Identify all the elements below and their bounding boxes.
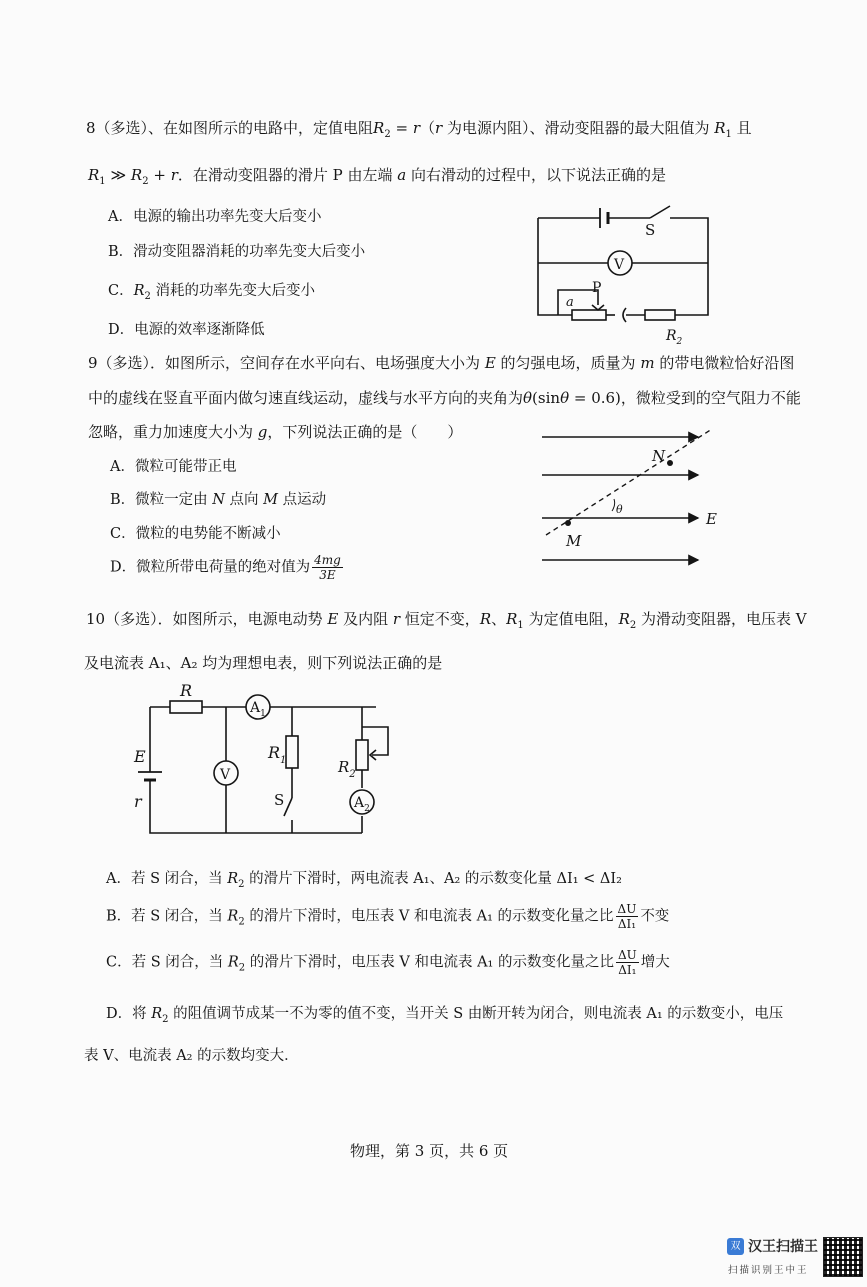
q9-theta-label: θ	[616, 503, 623, 516]
q8-r2-label: $R_2$	[666, 328, 683, 347]
q8-option-d: D．电源的效率逐渐降低	[108, 322, 265, 338]
q10-option-b: B．若 S 闭合，当 $R_2$ 的滑片下滑时，电压表 V 和电流表 A₁ 的示数变化量之比 $\frac{\Delta U}{\text{ΔI₁}}$ 不变	[106, 902, 670, 931]
q10-option-c: C．若 S 闭合，当 $R_2$ 的滑片下滑时，电压表 V 和电流表 A₁ 的示数变化量之比 $\frac{\Delta U}{\text{ΔI₁}}$ 增大	[106, 948, 670, 977]
q10-stem-line1: 10（多选）．如图所示，电源电动势 E 及内阻 r 恒定不变，R、$R_1$ 为定值电阻，$R_2$ 为滑动变阻器，电压表 V	[86, 610, 807, 631]
q10-r1-label: $R_1$	[268, 743, 287, 766]
q8-point-a-label: a	[566, 295, 574, 310]
qr-code-icon	[823, 1237, 863, 1277]
q8-stem-line1: 8（多选）、在如图所示的电路中，定值电阻$R_2 = r(r$ 为电源内阻）、滑动变阻器的最大阻值为 $R_1$ 且	[86, 119, 752, 140]
q9-e-label: E	[706, 510, 717, 528]
watermark-subtitle: 扫描识别王中王	[728, 1265, 809, 1276]
q8-voltmeter-label: V	[614, 257, 625, 273]
q10-circuit-diagram	[130, 680, 400, 845]
q8-slider-p-label: P	[592, 280, 602, 296]
q9-n-label: N	[652, 447, 666, 465]
q10-a1-label: $A_1$	[250, 700, 266, 719]
q8-stem-line2: $R_1$ ≫ $R_2 + r$．在滑动变阻器的滑片 P 由左端 a 向右滑动的过程中，以下说法正确的是	[88, 166, 667, 187]
q9-stem-line1: 9（多选）．如图所示，空间存在水平向右、电场强度大小为 E 的匀强电场，质量为 m 的带电微粒恰好沿图	[88, 354, 795, 372]
q8-switch-label: S	[645, 221, 656, 239]
q10-r-label: R	[180, 681, 193, 700]
q10-option-d-line2: 表 V、电流表 A₂ 的示数均变大．	[84, 1048, 299, 1064]
q9-field-diagram	[540, 425, 730, 575]
q10-r-internal-label: r	[134, 792, 142, 811]
q9-option-c: C．微粒的电势能不断减小	[110, 526, 281, 542]
q10-stem-line2: 及电流表 A₁、A₂ 均为理想电表，则下列说法正确的是	[84, 654, 443, 672]
watermark-logo-icon: 双	[727, 1238, 744, 1255]
q8-option-b: B．滑动变阻器消耗的功率先变大后变小	[108, 244, 366, 260]
q10-voltmeter-label: V	[220, 767, 231, 783]
q9-option-b: B．微粒一定由 N 点向 M 点运动	[110, 492, 327, 508]
q10-e-label: E	[134, 747, 146, 766]
q9-stem-line2: 中的虚线在竖直平面内做匀速直线运动，虚线与水平方向的夹角为θ(sinθ = 0.6)，微粒受到的空气阻力不能	[88, 389, 801, 407]
q8-circuit-diagram	[530, 200, 720, 350]
page-footer: 物理，第 3 页，共 6 页	[350, 1142, 509, 1160]
q8-option-a: A．电源的输出功率先变大后变小	[108, 209, 322, 225]
q10-a2-label: $A_2$	[354, 795, 370, 814]
q9-option-a: A．微粒可能带正电	[110, 459, 237, 475]
q10-r2-label: $R_2$	[338, 758, 356, 780]
q9-point-m	[565, 520, 571, 526]
q10-option-d-line1: D．将 $R_2$ 的阻值调节成某一不为零的值不变，当开关 S 由断开转为闭合，则电流表 A₁ 的示数变小，电压	[106, 1006, 784, 1025]
q10-switch-label: S	[274, 791, 285, 809]
q9-option-d: D．微粒所带电荷量的绝对值为 $\frac{4mg}{3E}$	[110, 553, 341, 582]
q9-point-n	[667, 460, 673, 466]
q8-option-c: C．$R_2$ 消耗的功率先变大后变小	[108, 283, 316, 302]
q10-option-a: A．若 S 闭合，当 $R_2$ 的滑片下滑时，两电流表 A₁、A₂ 的示数变化量 ΔI₁ < ΔI₂	[106, 871, 622, 890]
q9-stem-line3: 忽略，重力加速度大小为 g，下列说法正确的是（ ）	[88, 423, 463, 441]
q9-m-label: M	[566, 532, 582, 550]
watermark-name: 汉王扫描王	[748, 1239, 818, 1255]
